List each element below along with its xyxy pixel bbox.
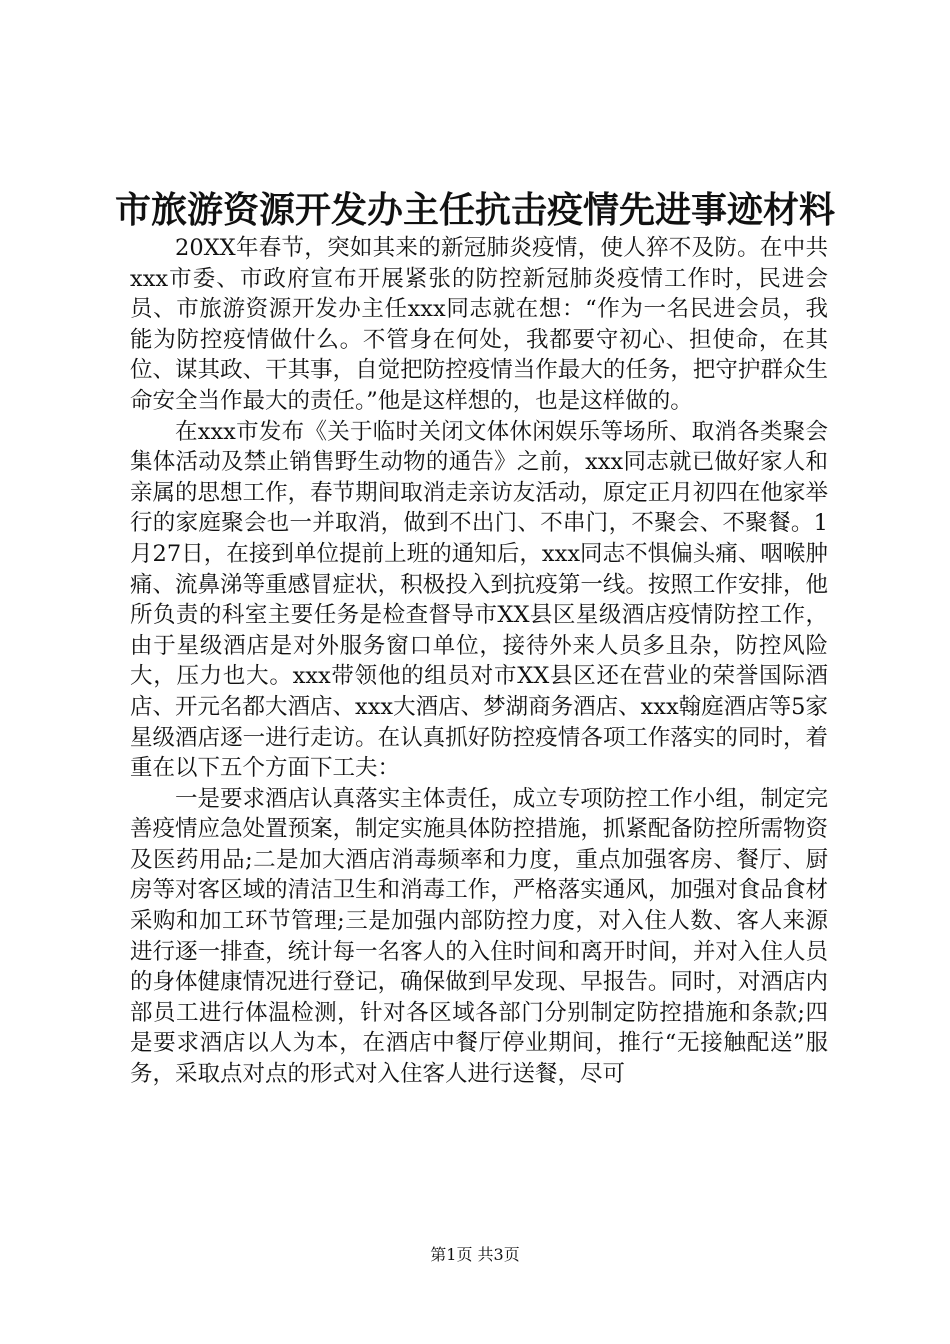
paragraph-2: 在xxx市发布《关于临时关闭文体休闲娱乐等场所、取消各类聚会集体活动及禁止销售野生动物的通告》之前，xxx同志就已做好家人和亲属的思想工作，春节期间取消走亲访友活动，原定正月初四在他家举行的家庭聚会也一并取消，做到不出门、不串门，不聚会、不聚餐。1月27日，在接到单位提前上班的通知后，xxx同志不惧偏头痛、咽喉肿痛、流鼻涕等重感冒症状，积极投入到抗疫第一线。按照工作安排，他所负责的科室主要任务是检查督导市XX县区星级酒店疫情防控工作，由于星级酒店是对外服务窗口单位，接待外来人员多且杂，防控风险大，压力也大。xxx带领他的组员对市XX县区还在营业的荣誉国际酒店、开元名都大酒店、xxx大酒店、梦湖商务酒店、xxx翰庭酒店等5家星级酒店逐一进行走访。在认真抓好防控疫情各项工作落实的同时，着重在以下五个方面下工夫： — [130, 418, 828, 782]
document-body — [130, 233, 828, 1090]
paragraph-1: 20XX年春节，突如其来的新冠肺炎疫情，使人猝不及防。在中共xxx市委、市政府宣布开展紧张的防控新冠肺炎疫情工作时，民进会员、市旅游资源开发办主任xxx同志就在想：“作为一名民进会员，我能为防控疫情做什么。不管身在何处，我都要守初心、担使命，在其位、谋其政、干其事，自觉把防控疫情当作最大的任务，把守护群众生命安全当作最大的责任。”他是这样想的，也是这样做的。 — [130, 235, 828, 414]
paragraph-3: 一是要求酒店认真落实主体责任，成立专项防控工作小组，制定完善疫情应急处置预案，制定实施具体防控措施，抓紧配备防控所需物资及医药用品;二是加大酒店消毒频率和力度，重点加强客房、餐厅、厨房等对客区域的清洁卫生和消毒工作，严格落实通风，加强对食品食材采购和加工环节管理;三是加强内部防控力度，对入住人数、客人来源进行逐一排查，统计每一名客人的入住时间和离开时间，并对入住人员的身体健康情况进行登记，确保做到早发现、早报告。同时，对酒店内部员工进行体温检测，针对各区域各部门分别制定防控措施和条款;四是要求酒店以人为本，在酒店中餐厅停业期间，推行“无接触配送”服务，采取点对点的形式对入住客人进行送餐，尽可 — [130, 785, 828, 1088]
page-footer: 第1页 共3页 — [430, 1245, 520, 1264]
document-title: 市旅游资源开发办主任抗击疫情先进事迹材料 — [114, 189, 835, 231]
